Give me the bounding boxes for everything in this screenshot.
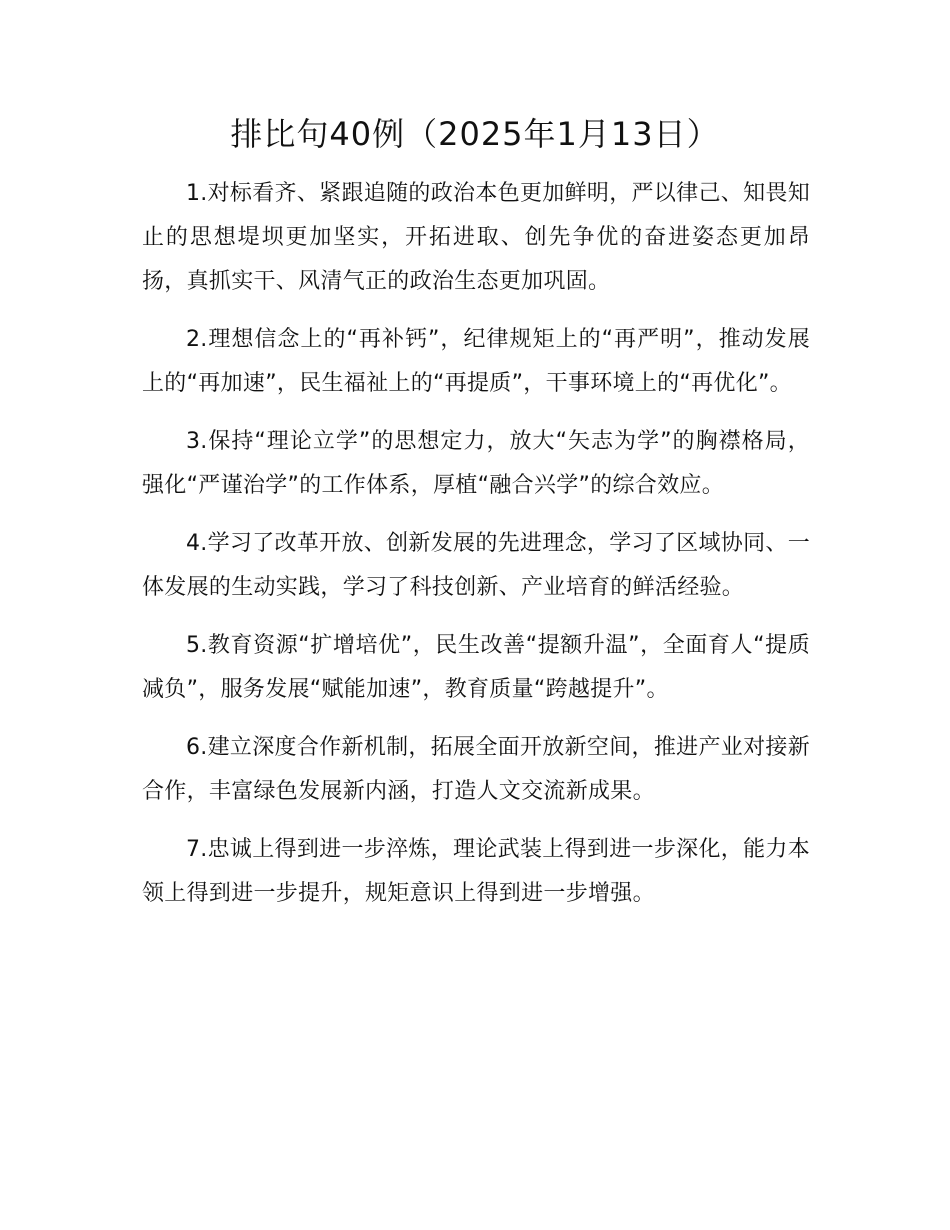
- paragraph-2: 2.理想信念上的“再补钙”，纪律规矩上的“再严明”，推动发展上的“再加速”，民生福祉上的“再提质”，干事环境上的“再优化”。: [142, 327, 810, 396]
- paragraph-3: 3.保持“理论立学”的思想定力，放大“矢志为学”的胸襟格局，强化“严谨治学”的工作体系，厚植“融合兴学”的综合效应。: [142, 429, 810, 498]
- paragraph-5: 5.教育资源“扩增培优”，民生改善“提额升温”，全面育人“提质减负”，服务发展“赋能加速”，教育质量“跨越提升”。: [142, 633, 810, 702]
- document-title: 排比句40例（2025年1月13日）: [230, 115, 720, 153]
- paragraph-4: 4.学习了改革开放、创新发展的先进理念，学习了区域协同、一体发展的生动实践，学习了科技创新、产业培育的鲜活经验。: [142, 531, 810, 600]
- document-body: [142, 172, 810, 930]
- paragraph-6: 6.建立深度合作新机制，拓展全面开放新空间，推进产业对接新合作，丰富绿色发展新内涵，打造人文交流新成果。: [142, 735, 810, 804]
- paragraph-7: 7.忠诚上得到进一步淬炼，理论武装上得到进一步深化，能力本领上得到进一步提升，规矩意识上得到进一步增强。: [142, 837, 810, 906]
- paragraph-1: 1.对标看齐、紧跟追随的政治本色更加鲜明，严以律己、知畏知止的思想堤坝更加坚实，开拓进取、创先争优的奋进姿态更加昂扬，真抓实干、风清气正的政治生态更加巩固。: [142, 181, 810, 294]
